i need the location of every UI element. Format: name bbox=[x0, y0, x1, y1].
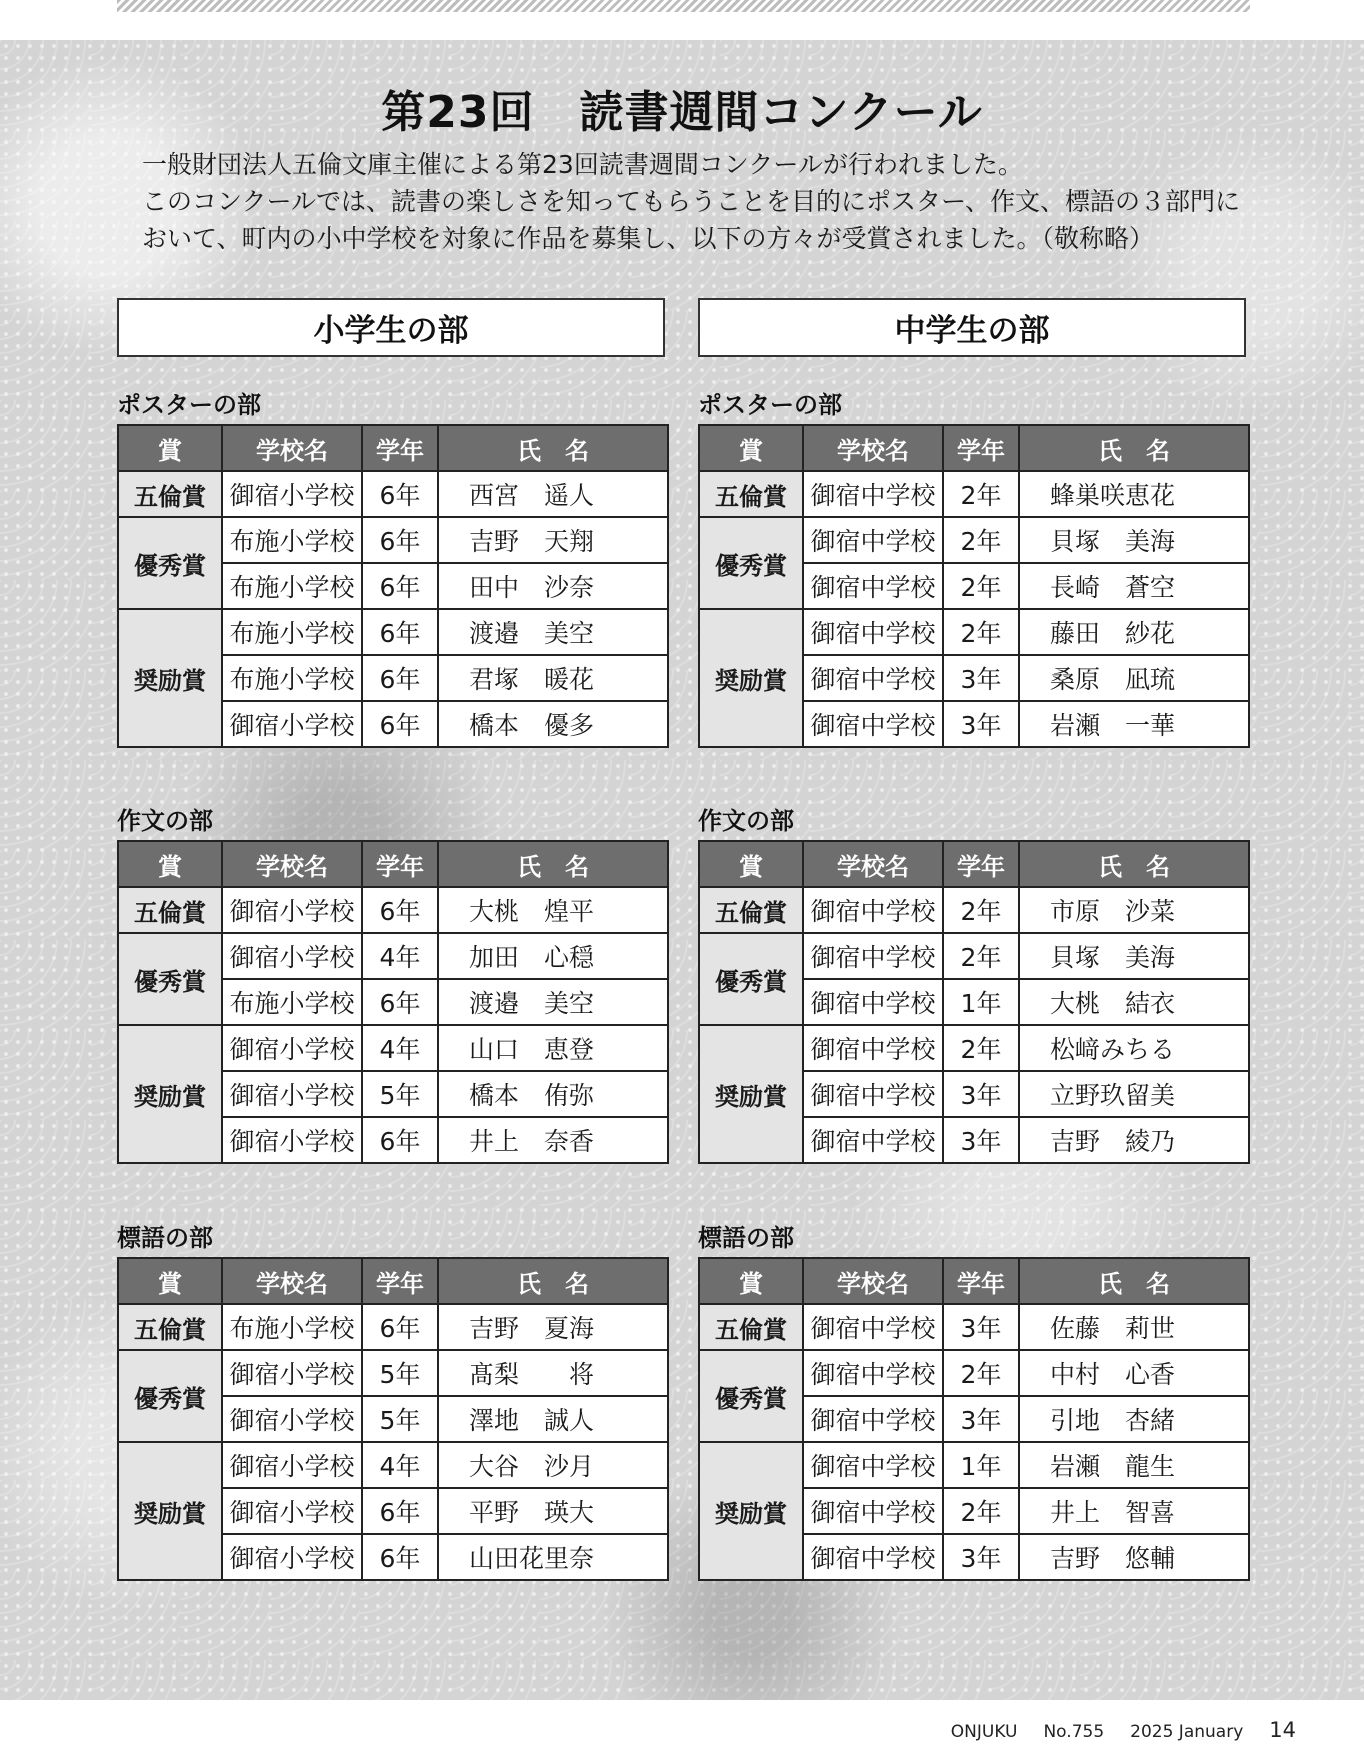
student-name: 橋本 優多 bbox=[438, 701, 668, 747]
award-name: 優秀賞 bbox=[118, 1350, 222, 1442]
section-title: 作文の部 bbox=[698, 807, 794, 835]
footer-issue: No.755 bbox=[1043, 1722, 1105, 1742]
header-school: 学校名 bbox=[803, 1258, 943, 1304]
school-name: 布施小学校 bbox=[222, 979, 362, 1025]
award-name: 奨励賞 bbox=[699, 1025, 803, 1163]
grade: 2年 bbox=[943, 1350, 1019, 1396]
header-school: 学校名 bbox=[803, 841, 943, 887]
award-name: 五倫賞 bbox=[118, 887, 222, 933]
student-name: 吉野 悠輔 bbox=[1019, 1534, 1249, 1580]
grade: 6年 bbox=[362, 887, 438, 933]
school-name: 御宿小学校 bbox=[222, 1442, 362, 1488]
table-row bbox=[118, 517, 668, 563]
page-title: 第23回 読書週間コンクール bbox=[381, 87, 983, 138]
school-name: 御宿中学校 bbox=[803, 933, 943, 979]
award-table bbox=[698, 424, 1250, 748]
grade: 3年 bbox=[943, 1071, 1019, 1117]
student-name: 西宮 遥人 bbox=[438, 471, 668, 517]
grade: 6年 bbox=[362, 1488, 438, 1534]
table-row bbox=[118, 887, 668, 933]
header-award: 賞 bbox=[118, 841, 222, 887]
school-name: 御宿中学校 bbox=[803, 609, 943, 655]
student-name: 髙梨 将 bbox=[438, 1350, 668, 1396]
grade: 2年 bbox=[943, 1488, 1019, 1534]
student-name: 長崎 蒼空 bbox=[1019, 563, 1249, 609]
grade: 5年 bbox=[362, 1396, 438, 1442]
award-name: 五倫賞 bbox=[699, 1304, 803, 1350]
grade: 2年 bbox=[943, 887, 1019, 933]
header-award: 賞 bbox=[118, 425, 222, 471]
table-row bbox=[699, 1025, 1249, 1071]
grade: 6年 bbox=[362, 979, 438, 1025]
student-name: 山口 恵登 bbox=[438, 1025, 668, 1071]
header-award: 賞 bbox=[699, 841, 803, 887]
grade: 6年 bbox=[362, 471, 438, 517]
school-name: 御宿小学校 bbox=[222, 1534, 362, 1580]
school-name: 御宿小学校 bbox=[222, 701, 362, 747]
student-name: 貝塚 美海 bbox=[1019, 933, 1249, 979]
student-name: 市原 沙菜 bbox=[1019, 887, 1249, 933]
student-name: 蜂巣咲恵花 bbox=[1019, 471, 1249, 517]
award-name: 五倫賞 bbox=[118, 471, 222, 517]
table-row bbox=[118, 471, 668, 517]
grade: 6年 bbox=[362, 1304, 438, 1350]
header-grade: 学年 bbox=[362, 1258, 438, 1304]
elementary-division-heading: 小学生の部 bbox=[117, 298, 665, 357]
junior-high-slogan-section bbox=[698, 1223, 1250, 1581]
grade: 6年 bbox=[362, 701, 438, 747]
grade: 2年 bbox=[943, 933, 1019, 979]
section-title: 標語の部 bbox=[117, 1224, 213, 1252]
school-name: 御宿小学校 bbox=[222, 1350, 362, 1396]
table-row bbox=[699, 471, 1249, 517]
award-name: 優秀賞 bbox=[118, 517, 222, 609]
student-name: 佐藤 莉世 bbox=[1019, 1304, 1249, 1350]
grade: 3年 bbox=[943, 1534, 1019, 1580]
grade: 5年 bbox=[362, 1350, 438, 1396]
table-row bbox=[699, 1304, 1249, 1350]
header-name: 氏 名 bbox=[438, 1258, 668, 1304]
student-name: 大桃 結衣 bbox=[1019, 979, 1249, 1025]
student-name: 加田 心穏 bbox=[438, 933, 668, 979]
student-name: 平野 瑛大 bbox=[438, 1488, 668, 1534]
header-school: 学校名 bbox=[222, 841, 362, 887]
school-name: 御宿中学校 bbox=[803, 1488, 943, 1534]
award-name: 五倫賞 bbox=[699, 887, 803, 933]
award-name: 五倫賞 bbox=[118, 1304, 222, 1350]
header-award: 賞 bbox=[118, 1258, 222, 1304]
grade: 1年 bbox=[943, 1442, 1019, 1488]
intro-line-2: このコンクールでは、読書の楽しさを知ってもらうことを目的にポスター、作文、標語の３部門において、町内の小中学校を対象に作品を募集し、以下の方々が受賞されました。（敬称略） bbox=[142, 187, 1241, 253]
school-name: 御宿中学校 bbox=[803, 471, 943, 517]
junior-high-division-heading: 中学生の部 bbox=[698, 298, 1246, 357]
school-name: 御宿中学校 bbox=[803, 1350, 943, 1396]
grade: 1年 bbox=[943, 979, 1019, 1025]
header-award: 賞 bbox=[699, 1258, 803, 1304]
student-name: 澤地 誠人 bbox=[438, 1396, 668, 1442]
header-name: 氏 名 bbox=[438, 841, 668, 887]
table-header-row bbox=[699, 1258, 1249, 1304]
grade: 2年 bbox=[943, 609, 1019, 655]
section-title: 標語の部 bbox=[698, 1224, 794, 1252]
school-name: 御宿中学校 bbox=[803, 655, 943, 701]
award-table bbox=[117, 840, 669, 1164]
school-name: 御宿小学校 bbox=[222, 933, 362, 979]
school-name: 御宿小学校 bbox=[222, 1396, 362, 1442]
header-name: 氏 名 bbox=[1019, 425, 1249, 471]
award-name: 奨励賞 bbox=[118, 609, 222, 747]
student-name: 藤田 紗花 bbox=[1019, 609, 1249, 655]
table-row bbox=[118, 1304, 668, 1350]
grade: 6年 bbox=[362, 517, 438, 563]
award-name: 五倫賞 bbox=[699, 471, 803, 517]
school-name: 御宿小学校 bbox=[222, 471, 362, 517]
student-name: 大谷 沙月 bbox=[438, 1442, 668, 1488]
grade: 3年 bbox=[943, 1396, 1019, 1442]
header-school: 学校名 bbox=[222, 425, 362, 471]
student-name: 渡邉 美空 bbox=[438, 609, 668, 655]
student-name: 山田花里奈 bbox=[438, 1534, 668, 1580]
school-name: 御宿中学校 bbox=[803, 887, 943, 933]
grade: 6年 bbox=[362, 563, 438, 609]
student-name: 松﨑みちる bbox=[1019, 1025, 1249, 1071]
header-grade: 学年 bbox=[943, 425, 1019, 471]
student-name: 君塚 暖花 bbox=[438, 655, 668, 701]
elementary-poster-section bbox=[117, 390, 669, 748]
table-row bbox=[699, 1442, 1249, 1488]
award-table bbox=[117, 1257, 669, 1581]
student-name: 田中 沙奈 bbox=[438, 563, 668, 609]
student-name: 中村 心香 bbox=[1019, 1350, 1249, 1396]
award-table bbox=[117, 424, 669, 748]
school-name: 御宿小学校 bbox=[222, 1488, 362, 1534]
award-name: 優秀賞 bbox=[699, 1350, 803, 1442]
school-name: 御宿中学校 bbox=[803, 1534, 943, 1580]
grade: 2年 bbox=[943, 471, 1019, 517]
section-title: 作文の部 bbox=[117, 807, 213, 835]
school-name: 御宿中学校 bbox=[803, 1071, 943, 1117]
school-name: 御宿中学校 bbox=[803, 979, 943, 1025]
grade: 4年 bbox=[362, 1442, 438, 1488]
school-name: 布施小学校 bbox=[222, 655, 362, 701]
header-school: 学校名 bbox=[222, 1258, 362, 1304]
intro-line-1: 一般財団法人五倫文庫主催による第23回読書週間コンクールが行われました。 bbox=[142, 150, 1023, 179]
table-row bbox=[699, 517, 1249, 563]
table-row bbox=[118, 1025, 668, 1071]
section-title: ポスターの部 bbox=[117, 391, 261, 419]
grade: 5年 bbox=[362, 1071, 438, 1117]
header-grade: 学年 bbox=[362, 425, 438, 471]
school-name: 御宿小学校 bbox=[222, 1025, 362, 1071]
student-name: 大桃 煌平 bbox=[438, 887, 668, 933]
grade: 4年 bbox=[362, 1025, 438, 1071]
header-school: 学校名 bbox=[803, 425, 943, 471]
student-name: 吉野 綾乃 bbox=[1019, 1117, 1249, 1163]
grade: 3年 bbox=[943, 1304, 1019, 1350]
header-grade: 学年 bbox=[362, 841, 438, 887]
school-name: 御宿中学校 bbox=[803, 1396, 943, 1442]
student-name: 岩瀬 一華 bbox=[1019, 701, 1249, 747]
grade: 3年 bbox=[943, 701, 1019, 747]
junior-high-essay-section bbox=[698, 806, 1250, 1164]
grade: 6年 bbox=[362, 609, 438, 655]
student-name: 渡邉 美空 bbox=[438, 979, 668, 1025]
award-name: 奨励賞 bbox=[699, 1442, 803, 1580]
school-name: 布施小学校 bbox=[222, 609, 362, 655]
school-name: 御宿中学校 bbox=[803, 1025, 943, 1071]
table-row bbox=[118, 1350, 668, 1396]
page-footer bbox=[951, 1718, 1296, 1742]
grade: 2年 bbox=[943, 517, 1019, 563]
award-name: 奨励賞 bbox=[699, 609, 803, 747]
school-name: 布施小学校 bbox=[222, 563, 362, 609]
footer-date: 2025 January bbox=[1130, 1722, 1244, 1742]
header-name: 氏 名 bbox=[1019, 1258, 1249, 1304]
grade: 6年 bbox=[362, 1534, 438, 1580]
table-header-row bbox=[699, 425, 1249, 471]
table-row bbox=[699, 1350, 1249, 1396]
school-name: 御宿中学校 bbox=[803, 1304, 943, 1350]
student-name: 井上 奈香 bbox=[438, 1117, 668, 1163]
table-row bbox=[118, 1442, 668, 1488]
school-name: 御宿小学校 bbox=[222, 1071, 362, 1117]
header-grade: 学年 bbox=[943, 841, 1019, 887]
table-header-row bbox=[118, 425, 668, 471]
student-name: 井上 智喜 bbox=[1019, 1488, 1249, 1534]
table-header-row bbox=[699, 841, 1249, 887]
grade: 4年 bbox=[362, 933, 438, 979]
header-award: 賞 bbox=[699, 425, 803, 471]
award-name: 優秀賞 bbox=[699, 933, 803, 1025]
school-name: 御宿中学校 bbox=[803, 1442, 943, 1488]
intro-text bbox=[117, 146, 1257, 257]
school-name: 御宿小学校 bbox=[222, 887, 362, 933]
student-name: 引地 杏緒 bbox=[1019, 1396, 1249, 1442]
school-name: 布施小学校 bbox=[222, 517, 362, 563]
school-name: 御宿中学校 bbox=[803, 701, 943, 747]
grade: 2年 bbox=[943, 563, 1019, 609]
award-name: 優秀賞 bbox=[118, 933, 222, 1025]
header-name: 氏 名 bbox=[438, 425, 668, 471]
grade: 2年 bbox=[943, 1025, 1019, 1071]
school-name: 布施小学校 bbox=[222, 1304, 362, 1350]
section-title: ポスターの部 bbox=[698, 391, 842, 419]
table-row bbox=[118, 933, 668, 979]
award-name: 奨励賞 bbox=[118, 1025, 222, 1163]
elementary-essay-section bbox=[117, 806, 669, 1164]
school-name: 御宿中学校 bbox=[803, 563, 943, 609]
award-name: 奨励賞 bbox=[118, 1442, 222, 1580]
grade: 3年 bbox=[943, 655, 1019, 701]
elementary-slogan-section bbox=[117, 1223, 669, 1581]
award-name: 優秀賞 bbox=[699, 517, 803, 609]
grade: 6年 bbox=[362, 655, 438, 701]
footer-publication: ONJUKU bbox=[950, 1722, 1018, 1742]
school-name: 御宿小学校 bbox=[222, 1117, 362, 1163]
top-stripe-decoration bbox=[117, 0, 1250, 12]
student-name: 岩瀬 龍生 bbox=[1019, 1442, 1249, 1488]
junior-high-poster-section bbox=[698, 390, 1250, 748]
grade: 3年 bbox=[943, 1117, 1019, 1163]
school-name: 御宿中学校 bbox=[803, 517, 943, 563]
table-row bbox=[699, 609, 1249, 655]
student-name: 桑原 凪琉 bbox=[1019, 655, 1249, 701]
award-table bbox=[698, 840, 1250, 1164]
header-name: 氏 名 bbox=[1019, 841, 1249, 887]
student-name: 吉野 夏海 bbox=[438, 1304, 668, 1350]
table-row bbox=[699, 933, 1249, 979]
student-name: 橋本 侑弥 bbox=[438, 1071, 668, 1117]
student-name: 立野玖留美 bbox=[1019, 1071, 1249, 1117]
page-number: 14 bbox=[1269, 1718, 1296, 1742]
grade: 6年 bbox=[362, 1117, 438, 1163]
table-row bbox=[699, 887, 1249, 933]
table-header-row bbox=[118, 841, 668, 887]
student-name: 吉野 天翔 bbox=[438, 517, 668, 563]
award-table bbox=[698, 1257, 1250, 1581]
table-row bbox=[118, 609, 668, 655]
school-name: 御宿中学校 bbox=[803, 1117, 943, 1163]
table-header-row bbox=[118, 1258, 668, 1304]
header-grade: 学年 bbox=[943, 1258, 1019, 1304]
student-name: 貝塚 美海 bbox=[1019, 517, 1249, 563]
